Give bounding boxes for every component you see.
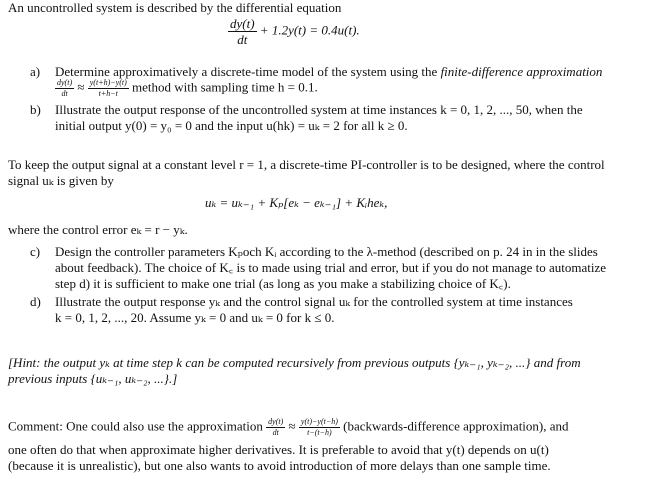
comment-rhs-den: t−(t−h) (307, 428, 332, 437)
item-d-line2: k = 0, 1, 2, ..., 20. Assume yₖ = 0 and uₖ = 0 for k ≤ 0. (55, 310, 335, 325)
item-b-label: b) (30, 102, 41, 117)
comment-rhs-fraction (299, 418, 340, 437)
item-a-line1-italic: finite-difference approximation (440, 64, 603, 79)
eq1-den: dt (237, 32, 248, 47)
eq1-fraction (228, 17, 257, 46)
item-c-line2: about feedback). The choice of K꜀ is to made using trial and error, but if you do not manage to automatize (55, 260, 607, 275)
pi-controller-equation: uₖ = uₖ₋₁ + Kₚ[eₖ − eₖ₋₁] + Kᵢheₖ, (205, 195, 388, 210)
eq1-num: dy(t) (230, 16, 255, 31)
control-error-definition: where the control error eₖ = r − yₖ. (8, 222, 188, 237)
approx-lhs-num: dy(t) (57, 78, 73, 87)
comment-lhs-den: dt (272, 428, 279, 437)
item-b-line2: initial output y(0) = y₀ = 0 and the input u(hk) = uₖ = 2 for all k ≥ 0. (55, 118, 408, 133)
approx-rhs-fraction (88, 79, 129, 98)
item-b-line1: Illustrate the output response of the uncontrolled system at time instances k = 0, 1, 2, ..., 50, when the (55, 102, 583, 117)
hint-line1: [Hint: the output yₖ at time step k can be computed recursively from previous outputs {yₖ₋₁, yₖ₋₂, ...} and from (8, 355, 581, 370)
approx-rhs-num: y(t+h)−y(t) (89, 78, 127, 87)
item-a-label: a) (30, 64, 41, 79)
comment-rhs-num: y(t)−y(t−h) (300, 417, 338, 426)
item-a-line1-text: Determine approximatively a discrete-time model of the system using the (55, 64, 441, 79)
item-d-label: d) (30, 294, 41, 309)
item-c-line3: step d) it is sufficient to make one trial (as long as you make a stabilizing choice of K꜀). (55, 276, 511, 291)
eq1-rest: + 1.2y(t) = 0.4u(t). (259, 22, 360, 38)
comment-line3: (because it is unrealistic), but one also wants to avoid introduction of more delays than one sample time. (8, 458, 551, 473)
controller-intro-line1: To keep the output signal at a constant level r = 1, a discrete-time PI-controller is to be designed, where the control (8, 157, 605, 172)
hint-line2: previous inputs {uₖ₋₁, uₖ₋₂, ...}.] (8, 371, 178, 386)
item-a-line2 (55, 79, 318, 98)
item-a-line2-text: method with sampling time h = 0.1. (132, 79, 318, 95)
approx-symbol: ≈ (77, 79, 85, 95)
approx-lhs-den: dt (61, 89, 68, 98)
comment-line1 (8, 418, 569, 437)
comment-lhs-fraction (266, 418, 285, 437)
item-c-line1: Design the controller parameters Kₚoch Kᵢ according to the λ-method (described on p. 24 in in the slides (55, 244, 598, 259)
comment-approx-symbol: ≈ (288, 418, 296, 434)
item-d-line1: Illustrate the output response yₖ and the control signal uₖ for the controlled system at time instances (55, 294, 573, 309)
comment-pre: Comment: One could also use the approximation (8, 418, 263, 434)
approx-lhs-fraction (55, 79, 74, 98)
comment-lhs-num: dy(t) (268, 417, 284, 426)
intro-text: An uncontrolled system is described by the differential equation (8, 0, 342, 15)
controller-intro-line2: signal uₖ is given by (8, 173, 114, 188)
comment-line2: one often do that when approximate higher derivatives. It is preferable to avoid that y(t) depends on u(t) (8, 442, 549, 457)
comment-post: (backwards-difference approximation), and (343, 418, 569, 434)
item-a-line1 (55, 64, 602, 80)
differential-equation (228, 17, 360, 46)
item-c-label: c) (30, 244, 41, 259)
approx-rhs-den: t+h−t (98, 89, 118, 98)
